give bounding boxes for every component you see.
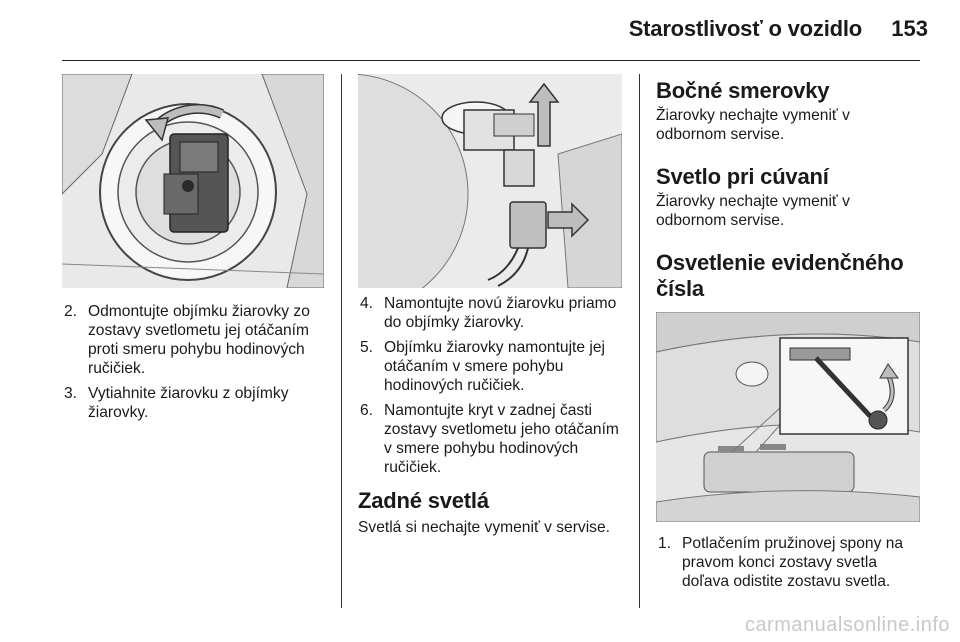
heading-license-plate-light: Osvetlenie evidenčného čísla (656, 250, 904, 301)
list-item: 3. Vytiahnite žiarovku z objímky žiarovky. (64, 385, 289, 421)
column-divider-1 (341, 74, 342, 608)
steps-list-column-3 (656, 534, 922, 597)
list-item: 4. Namontujte novú žiarovku priamo do objímky žiarovky. (360, 295, 617, 331)
heading-side-indicators: Bočné smerovky (656, 78, 830, 103)
text-side-indicators: Žiarovky nechajte vymeniť v odbornom servise. (656, 107, 850, 143)
list-item: 5. Objímku žiarovky namontujte jej otáčaním v smere pohybu hodinových ručičiek. (360, 339, 606, 394)
steps-list-column-2 (358, 294, 628, 483)
list-item: 1. Potlačením pružinovej spony na pravom konci zostavy svetla doľava odistite zostavu svetla. (658, 535, 904, 590)
header-rule (62, 60, 920, 61)
watermark: carmanualsonline.info (744, 614, 950, 636)
heading-reversing-light: Svetlo pri cúvaní (656, 164, 829, 189)
page-number: 153 (891, 16, 928, 41)
text-reversing-light: Žiarovky nechajte vymeniť v odbornom servise. (656, 193, 850, 229)
figure-headlamp-socket (62, 74, 324, 288)
column-divider-2 (639, 74, 640, 608)
list-item: 6. Namontujte kryt v zadnej časti zostavy svetlometu jeho otáčaním v smere pohybu hodinových ručičiek. (360, 402, 619, 476)
steps-list-column-1 (62, 302, 324, 428)
figure-license-plate-light (656, 312, 920, 522)
running-header-title: Starostlivosť o vozidlo (628, 16, 862, 41)
list-item: 2. Odmontujte objímku žiarovky zo zostavy svetlometu jej otáčaním proti smeru pohybu hodinových ručičiek. (64, 303, 310, 377)
text-rear-lights: Svetlá si nechajte vymeniť v servise. (358, 519, 610, 536)
figure-bulb-connector (358, 74, 622, 288)
heading-rear-lights: Zadné svetlá (358, 488, 489, 513)
